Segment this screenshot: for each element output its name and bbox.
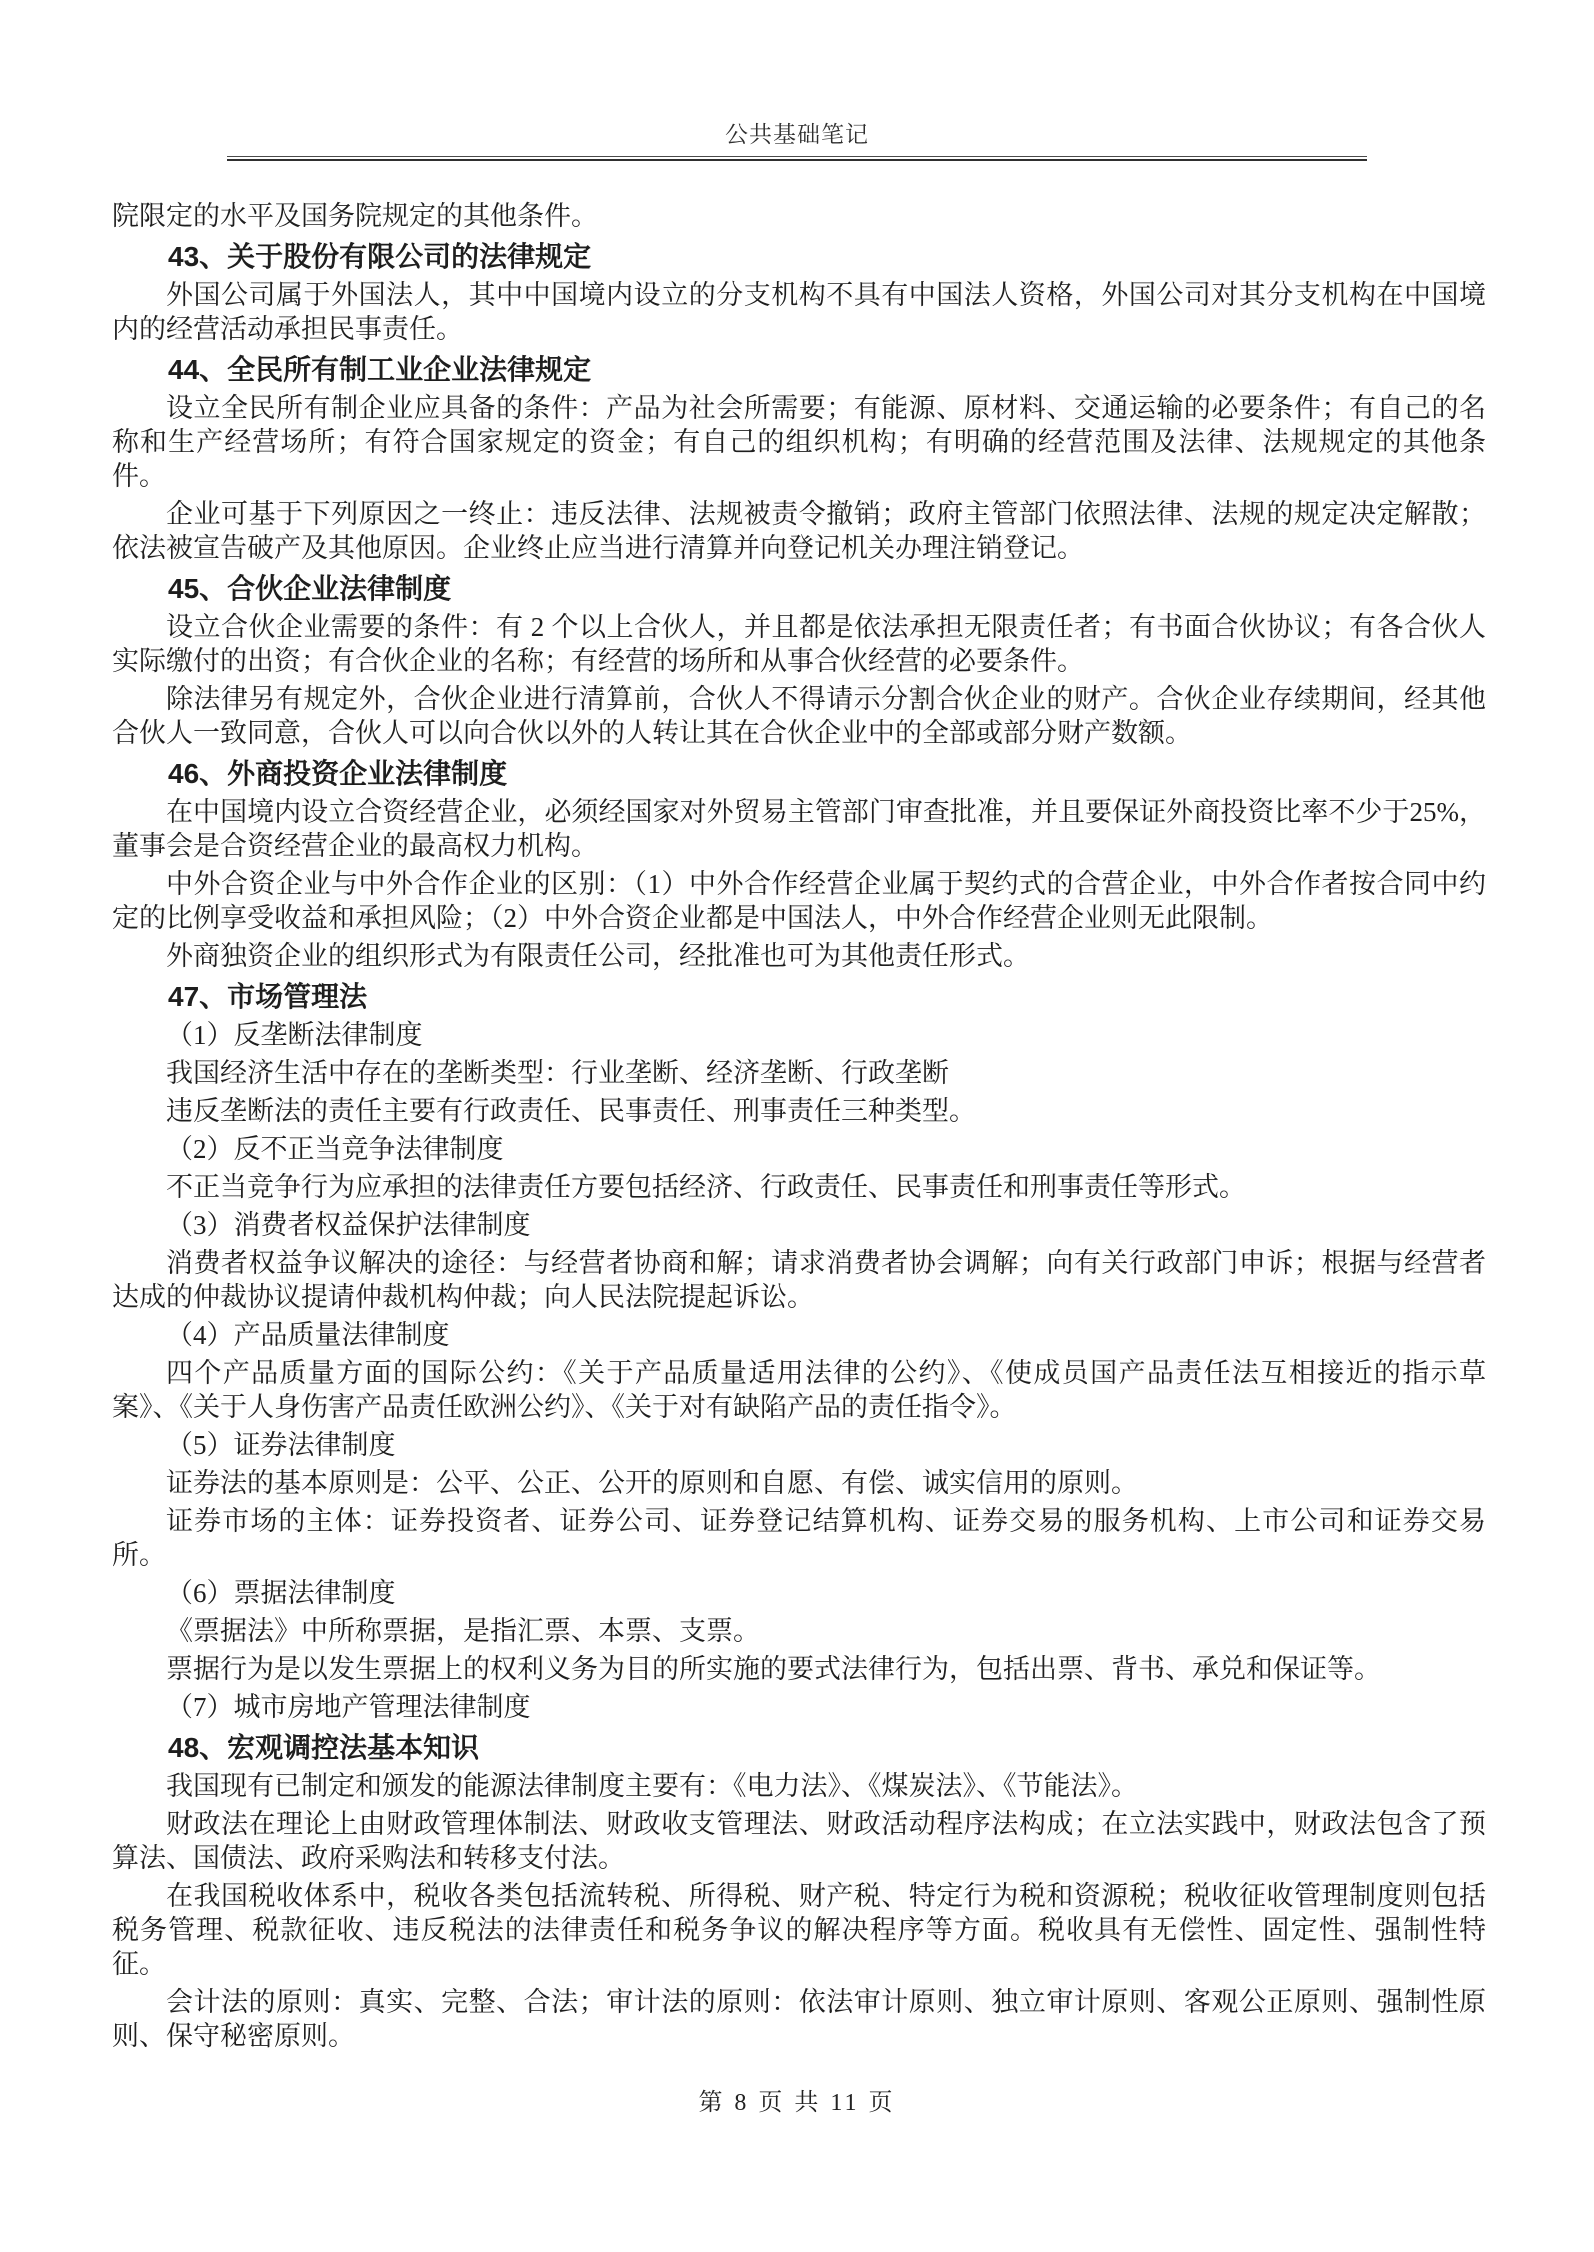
paragraph: 设立合伙企业需要的条件：有 2 个以上合伙人，并且都是依法承担无限责任者；有书面合伙协议；有各合伙人实际缴付的出资；有合伙企业的名称；有经营的场所和从事合伙经营的必要条件。	[112, 612, 1486, 676]
paragraph: 会计法的原则：真实、完整、合法；审计法的原则：依法审计原则、独立审计原则、客观公正原则、强制性原则、保守秘密原则。	[112, 1987, 1486, 2051]
paragraph: 我国现有已制定和颁发的能源法律制度主要有：《电力法》、《煤炭法》、《节能法》。	[166, 1771, 1138, 1801]
section-heading-46: 46、外商投资企业法律制度	[168, 758, 508, 789]
section-heading-47: 47、市场管理法	[168, 981, 368, 1012]
page-footer	[0, 2082, 1594, 2117]
section-heading-43: 43、关于股份有限公司的法律规定	[168, 241, 592, 272]
paragraph: 中外合资企业与中外合作企业的区别：（1）中外合作经营企业属于契约式的合营企业，中外合作者按合同中约定的比例享受收益和承担风险；（2）中外合资企业都是中国法人，中外合作经营企业则无此限制。	[112, 869, 1486, 933]
paragraph: 企业可基于下列原因之一终止：违反法律、法规被责令撤销；政府主管部门依照法律、法规的规定决定解散；依法被宣告破产及其他原因。企业终止应当进行清算并向登记机关办理注销登记。	[112, 499, 1486, 563]
paragraph: 证券市场的主体：证券投资者、证券公司、证券登记结算机构、证券交易的服务机构、上市公司和证券交易所。	[112, 1506, 1486, 1570]
section-heading-44: 44、全民所有制工业企业法律规定	[168, 354, 592, 385]
sub-item-3: （3）消费者权益保护法律制度	[166, 1210, 531, 1240]
paragraph: 消费者权益争议解决的途径：与经营者协商和解；请求消费者协会调解；向有关行政部门申诉；根据与经营者达成的仲裁协议提请仲裁机构仲裁；向人民法院提起诉讼。	[112, 1248, 1486, 1312]
header-rule	[227, 156, 1367, 161]
paragraph: 财政法在理论上由财政管理体制法、财政收支管理法、财政活动程序法构成；在立法实践中，财政法包含了预算法、国债法、政府采购法和转移支付法。	[112, 1809, 1486, 1873]
paragraph: 票据行为是以发生票据上的权利义务为目的所实施的要式法律行为，包括出票、背书、承兑和保证等。	[166, 1654, 1381, 1684]
paragraph: 不正当竞争行为应承担的法律责任方要包括经济、行政责任、民事责任和刑事责任等形式。	[166, 1172, 1246, 1202]
sub-item-1: （1）反垄断法律制度	[166, 1020, 423, 1050]
paragraph: 除法律另有规定外，合伙企业进行清算前，合伙人不得请示分割合伙企业的财产。合伙企业存续期间，经其他合伙人一致同意，合伙人可以向合伙以外的人转让其在合伙企业中的全部或部分财产数额。	[112, 684, 1486, 748]
paragraph-continuation: 院限定的水平及国务院规定的其他条件。	[112, 201, 598, 231]
paragraph: 四个产品质量方面的国际公约：《关于产品质量适用法律的公约》、《使成员国产品责任法互相接近的指示草案》、《关于人身伤害产品责任欧洲公约》、《关于对有缺陷产品的责任指令》。	[112, 1358, 1486, 1422]
page-header	[0, 0, 1594, 161]
section-heading-45: 45、合伙企业法律制度	[168, 573, 452, 604]
sub-item-4: （4）产品质量法律制度	[166, 1320, 450, 1350]
paragraph: 设立全民所有制企业应具备的条件：产品为社会所需要；有能源、原材料、交通运输的必要条件；有自己的名称和生产经营场所；有符合国家规定的资金；有自己的组织机构；有明确的经营范围及法律、法规规定的其他条件。	[112, 393, 1486, 491]
paragraph: 在中国境内设立合资经营企业，必须经国家对外贸易主管部门审查批准，并且要保证外商投资比率不少于25%，董事会是合资经营企业的最高权力机构。	[112, 797, 1486, 861]
page-number: 第 8 页 共 11 页	[698, 2090, 896, 2116]
paragraph: 外国公司属于外国法人，其中中国境内设立的分支机构不具有中国法人资格，外国公司对其分支机构在中国境内的经营活动承担民事责任。	[112, 280, 1486, 344]
paragraph: 外商独资企业的组织形式为有限责任公司，经批准也可为其他责任形式。	[166, 941, 1030, 971]
paragraph: 《票据法》中所称票据，是指汇票、本票、支票。	[166, 1616, 760, 1646]
section-heading-48: 48、宏观调控法基本知识	[168, 1732, 480, 1763]
sub-item-2: （2）反不正当竞争法律制度	[166, 1134, 504, 1164]
paragraph: 证券法的基本原则是：公平、公正、公开的原则和自愿、有偿、诚实信用的原则。	[166, 1468, 1138, 1498]
paragraph: 违反垄断法的责任主要有行政责任、民事责任、刑事责任三种类型。	[166, 1096, 976, 1126]
sub-item-6: （6）票据法律制度	[166, 1578, 396, 1608]
page-header-title: 公共基础笔记	[725, 122, 869, 147]
document-body	[112, 199, 1486, 2053]
paragraph: 在我国税收体系中，税收各类包括流转税、所得税、财产税、特定行为税和资源税；税收征收管理制度则包括税务管理、税款征收、违反税法的法律责任和税务争议的解决程序等方面。税收具有无偿性、固定性、强制性特征。	[112, 1881, 1486, 1979]
paragraph: 我国经济生活中存在的垄断类型：行业垄断、经济垄断、行政垄断	[166, 1058, 949, 1088]
sub-item-5: （5）证券法律制度	[166, 1430, 396, 1460]
sub-item-7: （7）城市房地产管理法律制度	[166, 1692, 531, 1722]
